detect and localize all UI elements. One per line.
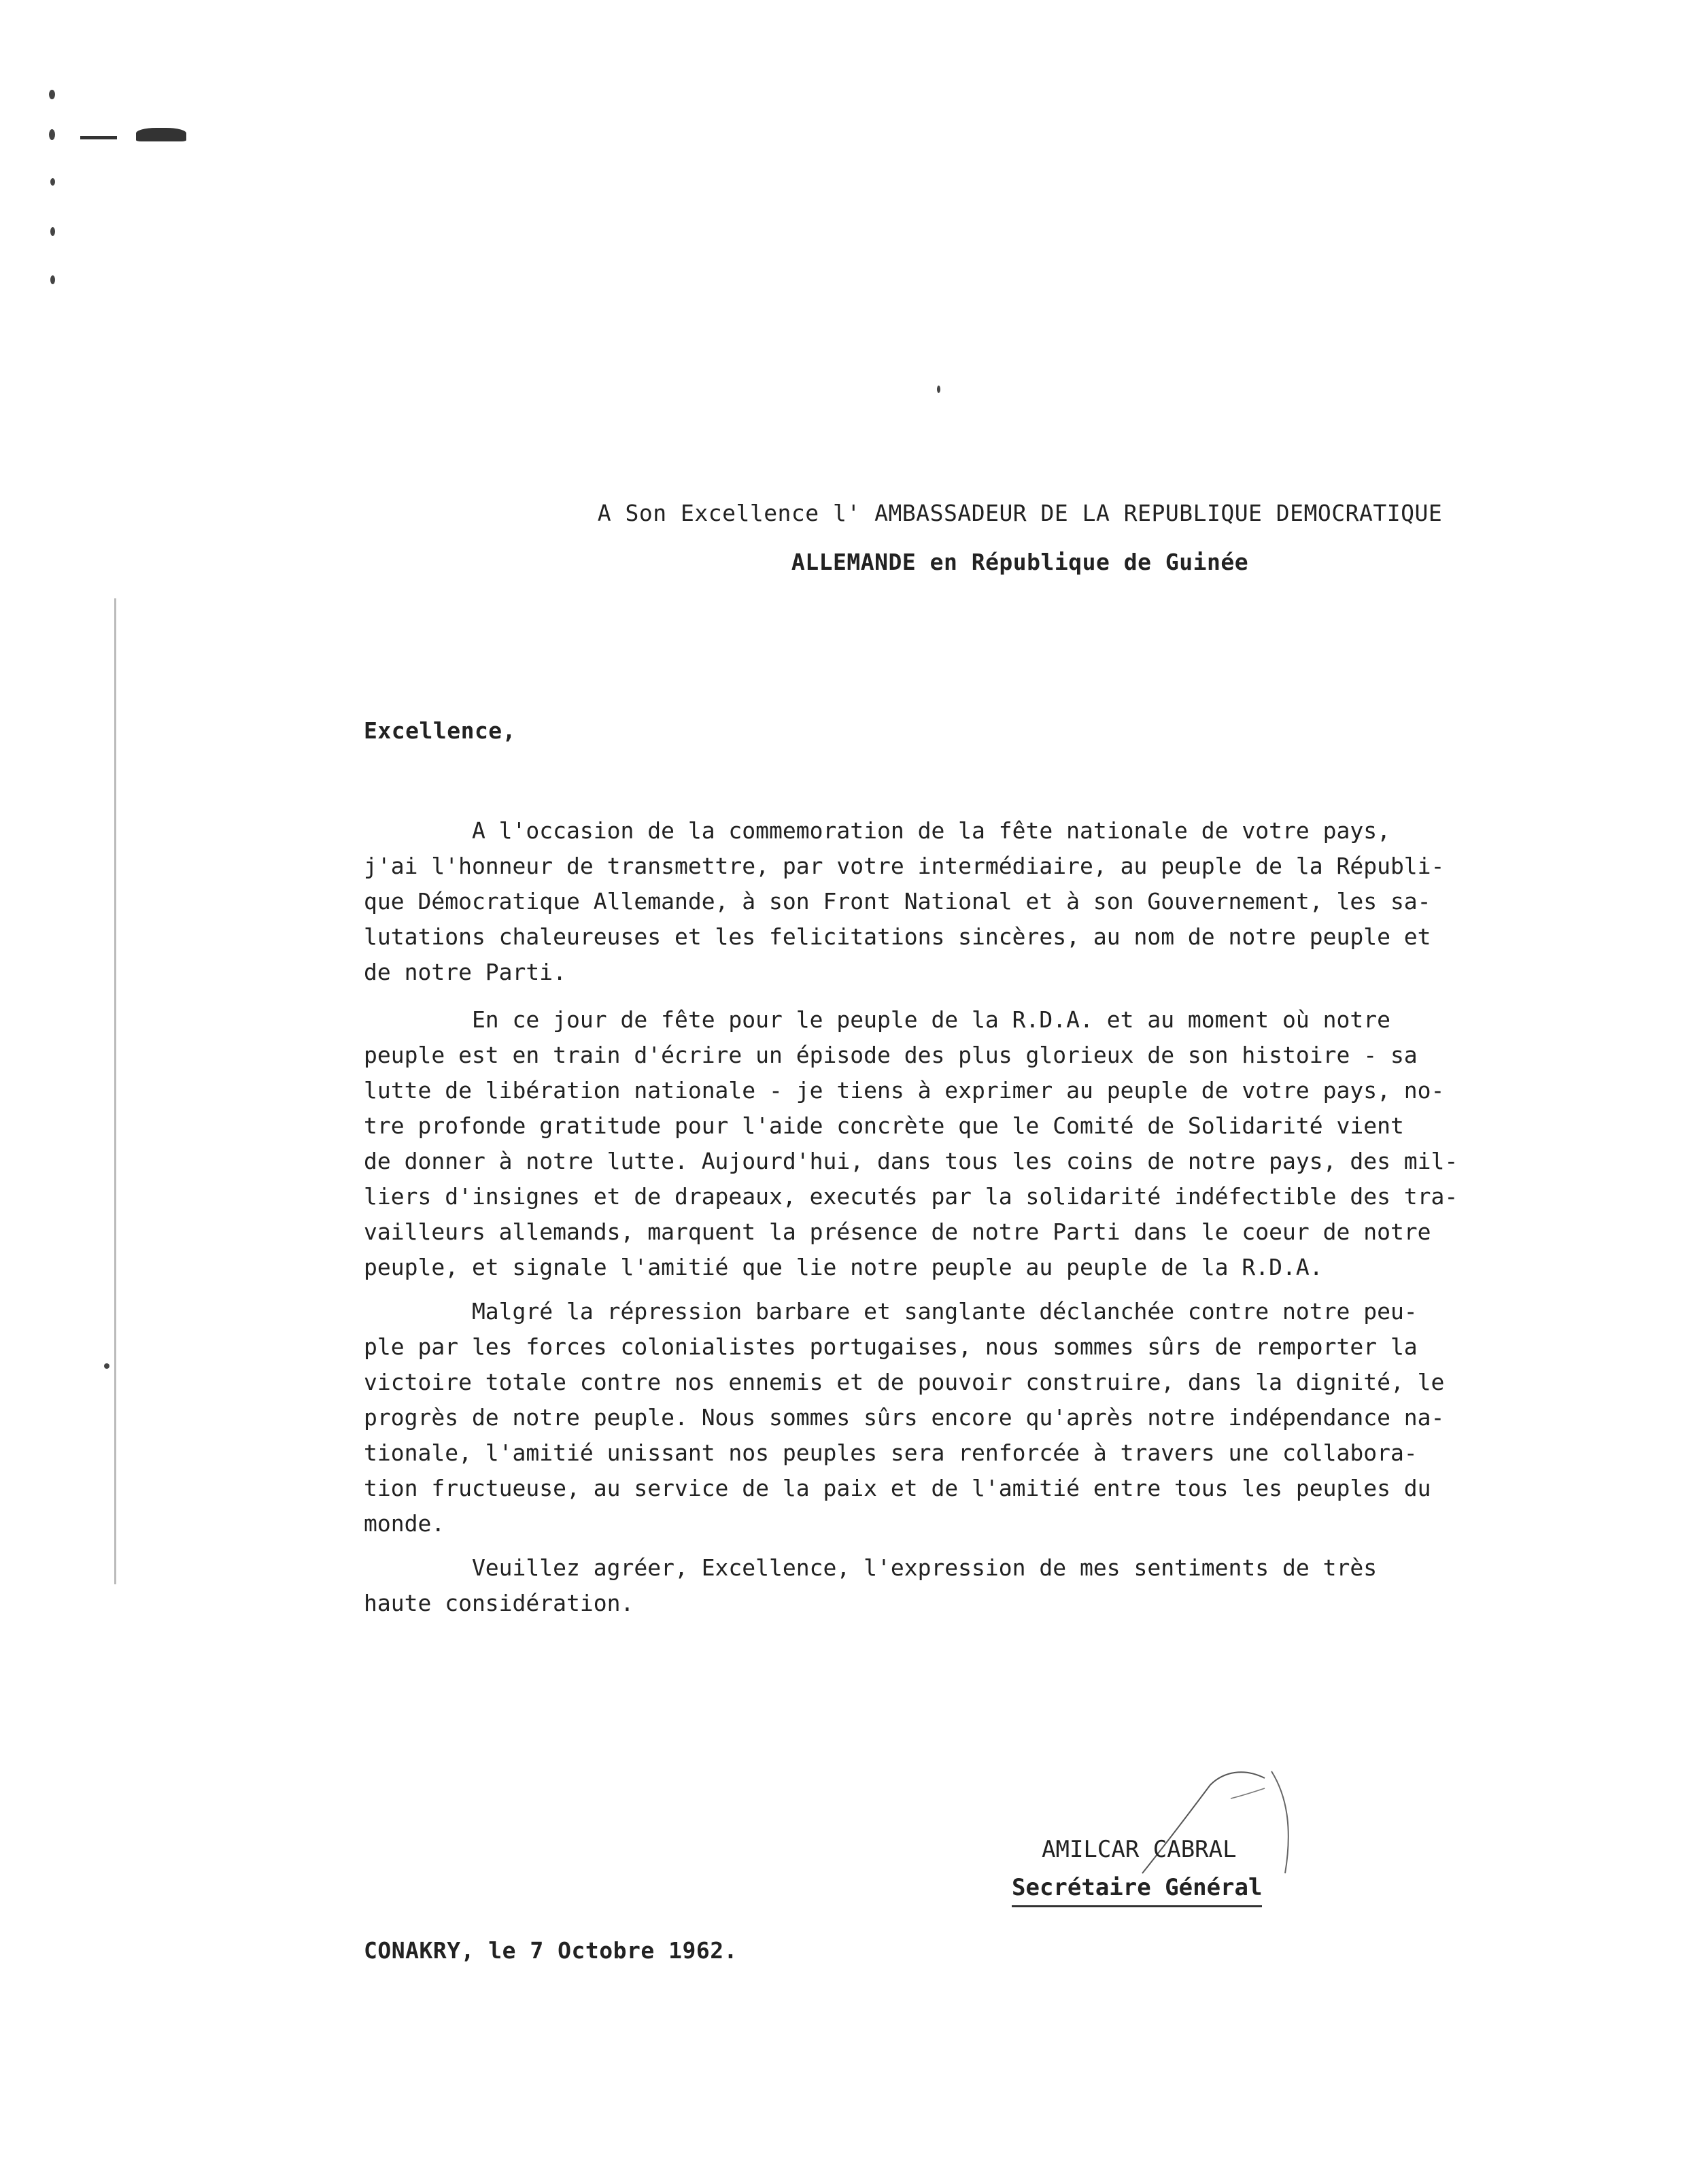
salutation: Excellence, bbox=[364, 717, 517, 744]
margin-mark bbox=[49, 129, 55, 140]
handwritten-signature bbox=[1129, 1758, 1305, 1894]
addressee-line-1: A Son Excellence l' AMBASSADEUR DE LA REPUBLIQUE DEMOCRATIQUE bbox=[597, 500, 1443, 526]
addressee-line-2: ALLEMANDE en République de Guinée bbox=[791, 549, 1249, 575]
signatory-title: Secrétaire Général bbox=[1012, 1874, 1262, 1907]
margin-scribble bbox=[80, 136, 117, 139]
margin-mark bbox=[50, 178, 55, 186]
body-paragraph-4: Veuillez agréer, Excellence, l'expression de mes sentiments de très haute considération. bbox=[364, 1554, 1378, 1616]
signatory-name: AMILCAR CABRAL bbox=[1042, 1836, 1237, 1863]
margin-smudge bbox=[114, 598, 116, 1584]
margin-mark bbox=[937, 386, 940, 393]
body-paragraph-1: A l'occasion de la commemoration de la fête nationale de votre pays, j'ai l'honneur de transmettre, par votre intermédiaire, au peuple de la Républi- que Démocratique Allemande, à son Front National et à son Gouvernement, les sa- lutations chaleureuses et les felicitations sincères, au nom de notre peuple et de notre Parti. bbox=[364, 817, 1445, 985]
margin-mark bbox=[104, 1363, 109, 1369]
margin-mark bbox=[50, 275, 55, 284]
body-paragraph-2: En ce jour de fête pour le peuple de la R.D.A. et au moment où notre peuple est en train d'écrire un épisode des plus glorieux de son histoire - sa lutte de libération nationale - je tiens à exprimer au peuple de votre pays, no- tre profonde gratitude pour l'aide concrète que le Comité de Solidarité vient de donner à notre lutte. Aujourd'hui, dans tous les coins de notre pays, des mil- liers d'insignes et de drapeaux, executés par la solidarité indéfectible des tra- vailleurs allemands, marquent la présence de notre Parti dans le coeur de notre peuple, et signale l'amitié que lie notre peuple au peuple de la R.D.A. bbox=[364, 1006, 1458, 1280]
margin-mark bbox=[49, 90, 55, 99]
margin-mark bbox=[50, 227, 55, 236]
place-date: CONAKRY, le 7 Octobre 1962. bbox=[364, 1937, 738, 1964]
margin-scribble bbox=[136, 128, 186, 141]
body-paragraph-3: Malgré la répression barbare et sanglante déclanchée contre notre peu- ple par les forces colonialistes portugaises, nous sommes sûrs de remporter la victoire totale contre nos ennemis et de pouvoir construire, dans la dignité, le progrès de notre peuple. Nous sommes sûrs encore qu'après notre indépendance na- tionale, l'amitié unissant nos peuples sera renforcée à travers une collabora- tion fructueuse, au service de la paix et de l'amitié entre tous les peuples du monde. bbox=[364, 1298, 1445, 1537]
